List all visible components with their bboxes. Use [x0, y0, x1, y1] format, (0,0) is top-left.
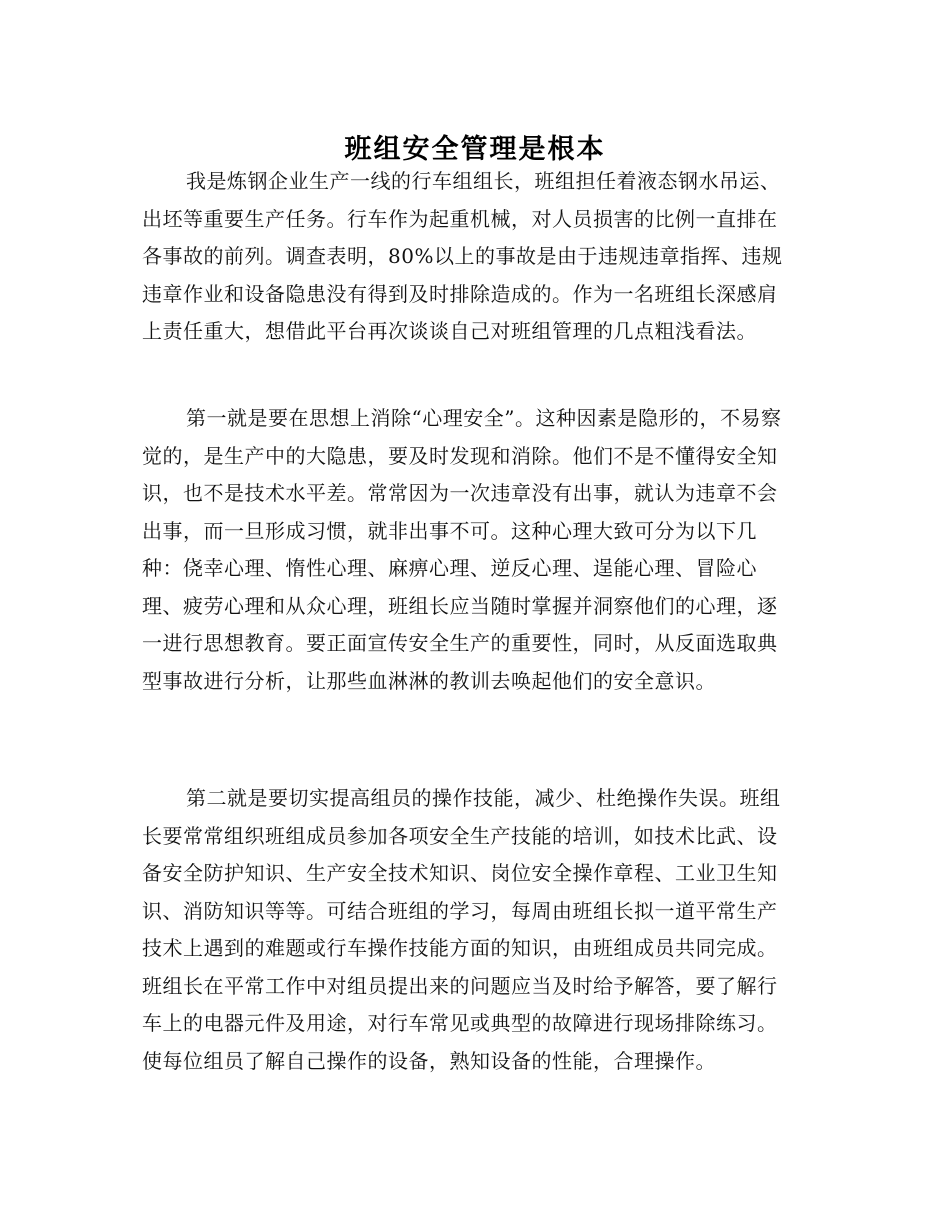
document-title: 班组安全管理是根本	[344, 134, 606, 166]
paragraph-point-one	[142, 400, 794, 700]
paragraph-text: 第一就是要在思想上消除“心理安全”。这种因素是隐形的，不易察觉的，是生产中的大隐患，要及时发现和消除。他们不是不懂得安全知识，也不是技术水平差。常常因为一次违章没有出事，就认为违章不会出事，而一旦形成习惯，就非出事不可。这种心理大致可分为以下几种：侥幸心理、惰性心理、麻痹心理、逆反心理、逞能心理、冒险心理、疲劳心理和从众心理，班组长应当随时掌握并洞察他们的心理，逐一进行思想教育。要正面宣传安全生产的重要性，同时，从反面选取典型事故进行分析，让那些血淋淋的教训去唤起他们的安全意识。	[142, 406, 782, 693]
paragraph-text: 我是炼钢企业生产一线的行车组组长，班组担任着液态钢水吊运、出坯等重要生产任务。行车作为起重机械，对人员损害的比例一直排在各事故的前列。调查表明，80%以上的事故是由于违规违章指挥、违规违章作业和设备隐患没有得到及时排除造成的。作为一名班组长深感肩上责任重大，想借此平台再次谈谈自己对班组管理的几点粗浅看法。	[142, 169, 783, 343]
paragraph-text: 第二就是要切实提高组员的操作技能，减少、杜绝操作失误。班组长要常常组织班组成员参加各项安全生产技能的培训，如技术比武、设备安全防护知识、生产安全技术知识、岗位安全操作章程、工业卫生知识、消防知识等等。可结合班组的学习，每周由班组长拟一道平常生产技术上遇到的难题或行车操作技能方面的知识，由班组成员共同完成。班组长在平常工作中对组员提出来的问题应当及时给予解答，要了解行车上的电器元件及用途，对行车常见或典型的故障进行现场排除练习。使每位组员了解自己操作的设备，熟知设备的性能，合理操作。	[142, 786, 781, 1073]
paragraph-point-two	[142, 780, 794, 1080]
paragraph-intro	[142, 163, 794, 351]
